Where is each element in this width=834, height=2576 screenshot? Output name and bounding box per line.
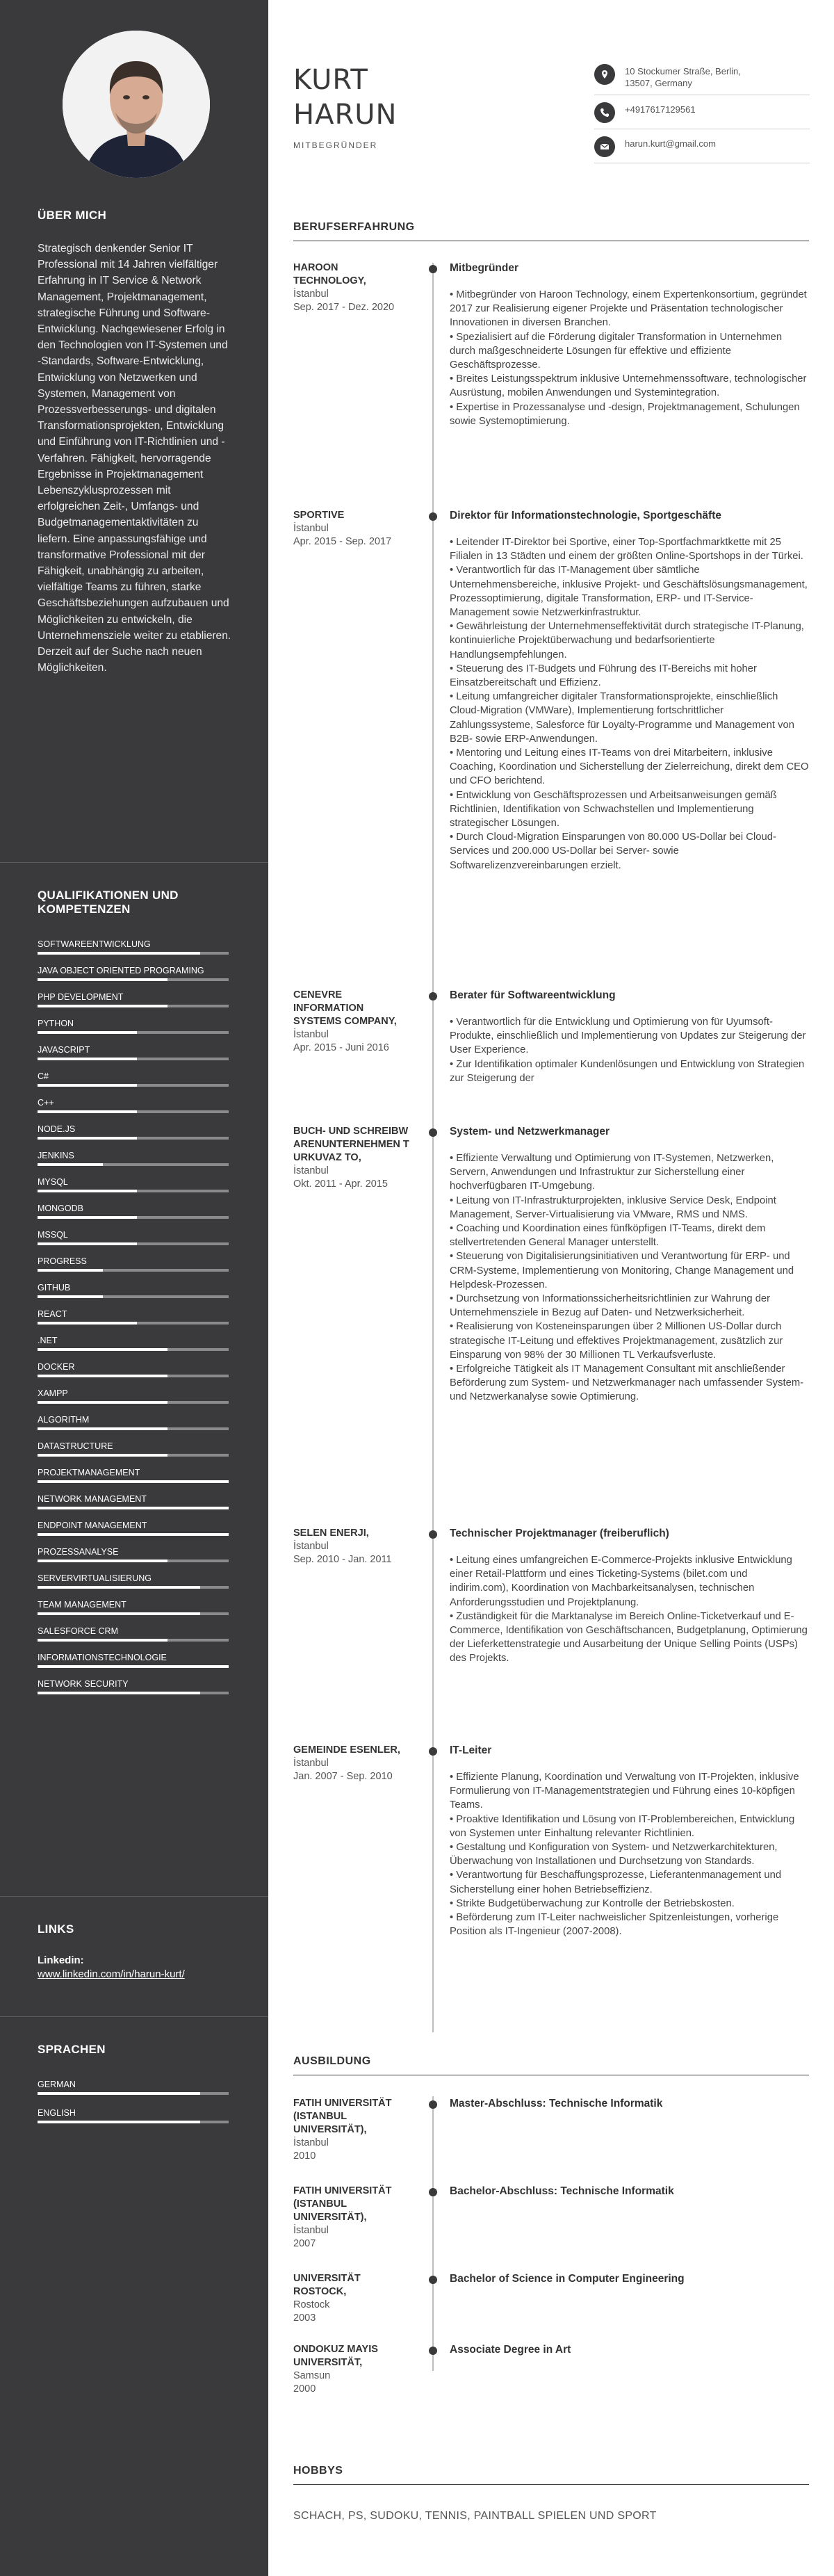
level-bar-fill (38, 1692, 200, 1694)
school-location: Samsun (293, 2370, 331, 2381)
level-bar-track (38, 1322, 229, 1325)
hobbies-heading: HOBBYS (293, 2465, 809, 2485)
job-dates: Apr. 2015 - Sep. 2017 (293, 536, 392, 547)
skill-name: TEAM MANAGEMENT (38, 1600, 126, 1610)
level-bar-track (38, 1084, 229, 1087)
level-bar-track (38, 1295, 229, 1298)
level-bar-fill (38, 1401, 167, 1404)
skill-item (38, 965, 232, 981)
level-bar-track (38, 2092, 229, 2095)
level-bar-track (38, 1692, 229, 1694)
level-bar-track (38, 1401, 229, 1404)
school-name: UNIVERSITÄT ROSTOCK, (293, 2273, 361, 2297)
timeline-dot (429, 512, 437, 521)
company-name: SELEN ENERJI, (293, 1528, 369, 1539)
skill-name: PROZESSANALYSE (38, 1547, 119, 1557)
level-bar-fill (38, 1480, 229, 1483)
level-bar-fill (38, 1031, 137, 1034)
level-bar-track (38, 1375, 229, 1377)
job-title: Berater für Softwareentwicklung (450, 989, 616, 1001)
phone-icon (594, 102, 615, 123)
level-bar-fill (38, 1084, 137, 1087)
skill-item (38, 1467, 232, 1483)
level-bar-track (38, 1058, 229, 1060)
phone-text[interactable]: +4917617129561 (625, 104, 696, 115)
level-bar-fill (38, 1110, 137, 1113)
level-bar-fill (38, 1507, 229, 1509)
job-bullet: • Spezialisiert auf die Förderung digitaler Transformation in Unternehmen durch maßgeschneiderte Lösungen für effektive und effiziente Geschäftsprozesse. (450, 331, 783, 371)
job-location: İstanbul (293, 1541, 329, 1552)
languages-list (38, 2079, 232, 2123)
skill-item (38, 1097, 232, 1113)
level-bar-track (38, 1480, 229, 1483)
job-bullet: • Leitung eines umfangreichen E-Commerce-Projekts inklusive Entwicklung einer Retail-Plattform und eines Ticketing-Systems (bilet.com und indirim.com), Koordination von Machbarkeitsanalysen, technischen Anforderungsstudien und Projektplanung. (450, 1555, 792, 1608)
job-bullets (450, 1770, 809, 1938)
school-name: ONDOKUZ MAYIS UNIVERSITÄT, (293, 2344, 378, 2368)
linkedin-label: Linkedin: (38, 1954, 84, 1966)
job-bullet: • Expertise in Prozessanalyse und -design, Projektmanagement, Schulungen sowie Systemoptimierung. (450, 401, 800, 427)
timeline-dot (429, 2347, 437, 2355)
skill-name: C# (38, 1071, 49, 1081)
skill-name: MONGODB (38, 1204, 83, 1213)
language-item (38, 2107, 232, 2123)
level-bar-track (38, 1665, 229, 1668)
timeline-dot (429, 2188, 437, 2196)
sidebar (0, 0, 268, 2576)
skill-name: SALESFORCE CRM (38, 1626, 118, 1636)
job-bullets (450, 1151, 809, 1404)
skill-name: NETWORK SECURITY (38, 1679, 129, 1689)
job-bullet: • Verantwortlich für die Entwicklung und Optimierung von für Uyumsoft-Produkte, einschließlich und Implementierung von Updates zur Steigerung der User Experience. (450, 1016, 806, 1056)
education-heading: AUSBILDUNG (293, 2055, 809, 2075)
job-bullet: • Leitung umfangreicher digitaler Transformationsprojekte, einschließlich Cloud-Migration (VMWare), Implementierung fortschrittlicher Zahlungssysteme, Salesforce für Loyalty-Programme und Management von B2B- sowie ERP-Anwendungen. (450, 691, 794, 745)
skill-name: ALGORITHM (38, 1415, 90, 1425)
job-dates: Apr. 2015 - Juni 2016 (293, 1042, 389, 1053)
level-bar-fill (38, 2092, 200, 2095)
languages-heading: SPRACHEN (38, 2043, 106, 2056)
job-bullet: • Zuständigkeit für die Marktanalyse im Bereich Online-Ticketverkauf und E-Commerce, Identifikation von Geschäftschancen, Budgetplanung, Optimierung der Lieferkettenstrategie und Ausarbeitung der Unique Selling Points (USPs) des Projekts. (450, 1610, 808, 1664)
skill-item (38, 1150, 232, 1166)
level-bar-track (38, 1137, 229, 1140)
job-bullet: • Erfolgreiche Tätigkeit als IT Management Consultant mit anschließender Beförderung zum System- und Netzwerkmanager nach umfassender System- und Netzwerkanalyse sowie Optimierung. (450, 1363, 804, 1403)
timeline-dot (429, 1530, 437, 1539)
job-bullets (450, 288, 809, 428)
level-bar-track (38, 1005, 229, 1007)
languages-section (38, 2043, 232, 2136)
job-location: İstanbul (293, 1165, 329, 1176)
graduation-year: 2007 (293, 2238, 316, 2249)
level-bar-track (38, 2121, 229, 2123)
level-bar-fill (38, 1190, 137, 1192)
skill-name: REACT (38, 1309, 67, 1319)
level-bar-fill (38, 1137, 137, 1140)
skill-name: PROGRESS (38, 1256, 87, 1266)
skill-name: XAMPP (38, 1388, 68, 1398)
school-location: İstanbul (293, 2137, 329, 2148)
company-name: SPORTIVE (293, 510, 345, 521)
skill-name: SOFTWAREENTWICKLUNG (38, 939, 151, 949)
level-bar-fill (38, 1005, 167, 1007)
contact-email (594, 136, 810, 163)
skills-list (38, 939, 232, 1694)
skill-item (38, 1599, 232, 1615)
school-location: İstanbul (293, 2225, 329, 2236)
email-text[interactable]: harun.kurt@gmail.com (625, 138, 716, 149)
job-bullet: • Entwicklung von Geschäftsprozessen und Arbeitsanweisungen gemäß Richtlinien, Identifikation von Schwachstellen und Implementierung strategischer Lösungen. (450, 789, 777, 829)
level-bar-fill (38, 1454, 167, 1457)
level-bar-fill (38, 1322, 137, 1325)
skill-name: GITHUB (38, 1283, 71, 1293)
job-bullet: • Effiziente Verwaltung und Optimierung von IT-Systemen, Netzwerken, Servern, Anwendungen und Infrastruktur zur Sicherstellung einer hochverfügbaren IT-Umgebung. (450, 1153, 774, 1192)
skill-name: MSSQL (38, 1230, 68, 1240)
job-bullets (450, 535, 809, 873)
skill-item (38, 1520, 232, 1536)
skill-name: C++ (38, 1098, 54, 1108)
level-bar-fill (38, 2121, 200, 2123)
level-bar-track (38, 1612, 229, 1615)
level-bar-track (38, 1269, 229, 1272)
degree-title: Associate Degree in Art (450, 2344, 571, 2356)
last-name: HARUN (293, 99, 398, 131)
skill-item (38, 1044, 232, 1060)
level-bar-track (38, 1586, 229, 1589)
job-bullet: • Effiziente Planung, Koordination und Verwaltung von IT-Projekten, inklusive Formulierung von IT-Managementstrategien und Führung eines 10-köpfigen Teams. (450, 1772, 799, 1811)
job-location: İstanbul (293, 1758, 329, 1769)
skill-name: DOCKER (38, 1362, 75, 1372)
skill-item (38, 1229, 232, 1245)
skill-item (38, 1176, 232, 1192)
level-bar-fill (38, 1533, 229, 1536)
job-dates: Sep. 2010 - Jan. 2011 (293, 1554, 392, 1565)
level-bar-fill (38, 1375, 167, 1377)
level-bar-fill (38, 1058, 137, 1060)
job-bullet: • Verantwortlich für das IT-Management über sämtliche Unternehmensbereiche, inklusive Projekt- und Geschäftslösungsmanagement, Prozessoptimierung, digitale Transformation, ERP- und IT-Service-Management sowie Netzwerkinfrastruktur. (450, 565, 808, 619)
school-location: Rostock (293, 2299, 330, 2310)
level-bar-track (38, 1639, 229, 1642)
level-bar-fill (38, 952, 200, 955)
job-bullet: • Steuerung des IT-Budgets und Führung des IT-Bereichs mit hoher Einsatzbereitschaft und Effizienz. (450, 663, 757, 689)
skill-item (38, 1546, 232, 1562)
level-bar-fill (38, 1612, 200, 1615)
level-bar-track (38, 1242, 229, 1245)
graduation-year: 2003 (293, 2312, 316, 2324)
job-title: Mitbegründer (450, 262, 519, 274)
level-bar-fill (38, 1216, 137, 1219)
links-section (38, 1922, 232, 1980)
job-bullet: • Leitung von IT-Infrastrukturprojekten, inklusive Service Desk, Endpoint Management, Server-Virtualisierung via VMware, RMS und NMS. (450, 1194, 776, 1220)
level-bar-fill (38, 1348, 167, 1351)
language-name: GERMAN (38, 2080, 76, 2089)
timeline-dot (429, 2100, 437, 2109)
education-timeline (432, 2096, 434, 2371)
about-text: Strategisch denkender Senior IT Professional mit 14 Jahren vielfältiger Erfahrung in IT Service & Network Management, Projektmanagement, strategische Führung und Software-Entwicklung. Nachgewiesener Erfolg in den Technologien von IT-Systemen und -Standards, Software-Entwicklung, Entwicklung von Netzwerken und Systemen, Management von Prozessverbesserungs- und digitalen Transformationsprojekten, Entwicklung und Einführung von IT-Richtlinien und -Verfahren. Fähigkeit, hervorragende Ergebnisse in Projektmanagement Lebenszyklusprozessen mit erfolgreichen Zeit-, Umfangs- und Budgetmanagementaktivitäten zu liefern. Eine anpassungsfähige und transformative Professional mit der Fähigkeit, unabhängig zu arbeiten, vielfältige Teams zu führen, starke Geschäftsbeziehungen aufzubauen und Möglichkeiten zu entwickeln, die Unternehmensziele weiter zu etablieren. Derzeit auf der Suche nach neuen Möglichkeiten. (38, 243, 231, 674)
skill-item (38, 1282, 232, 1298)
language-name: ENGLISH (38, 2108, 76, 2118)
skill-name: SERVERVIRTUALISIERUNG (38, 1573, 152, 1583)
level-bar-track (38, 1560, 229, 1562)
skill-name: .NET (38, 1336, 58, 1345)
skill-name: PYTHON (38, 1019, 74, 1028)
job-location: İstanbul (293, 523, 329, 534)
level-bar-track (38, 1110, 229, 1113)
skill-name: NETWORK MANAGEMENT (38, 1494, 147, 1504)
job-bullet: • Beförderung zum IT-Leiter nachweislicher Spitzenleistungen, vorherige Position als IT-Ingenieur (2007-2008). (450, 1912, 779, 1938)
level-bar-track (38, 1216, 229, 1219)
level-bar-track (38, 1507, 229, 1509)
school-name: FATIH UNIVERSITÄT (ISTANBUL UNIVERSITÄT), (293, 2185, 392, 2223)
timeline-dot (429, 1128, 437, 1137)
skill-item (38, 1203, 232, 1219)
timeline-dot (429, 1747, 437, 1756)
degree-title: Bachelor-Abschluss: Technische Informatik (450, 2185, 674, 2197)
skill-item (38, 1124, 232, 1140)
degree-title: Master-Abschluss: Technische Informatik (450, 2098, 663, 2109)
job-bullet: • Steuerung von Digitalisierungsinitiativen und Verantwortung für ERP- und CRM-Systeme, Implementierung von Monitoring, Change Management und Helpdesk-Prozessen. (450, 1251, 794, 1290)
timeline-dot (429, 2276, 437, 2284)
job-bullet: • Zur Identifikation optimaler Kundenlösungen und Entwicklung von Strategien zur Steigerung der (450, 1058, 805, 1084)
level-bar-track (38, 1190, 229, 1192)
company-name: GEMEINDE ESENLER, (293, 1744, 400, 1756)
job-bullet: • Verantwortung für Beschaffungsprozesse, Lieferantenmanagement und Sicherstellung einer hohen Betriebseffizienz. (450, 1870, 782, 1895)
degree-title: Bachelor of Science in Computer Engineering (450, 2273, 685, 2285)
skill-name: JAVA OBJECT ORIENTED PROGRAMING (38, 966, 204, 975)
skill-name: MYSQL (38, 1177, 68, 1187)
skill-name: PROJEKTMANAGEMENT (38, 1468, 140, 1477)
email-icon (594, 136, 615, 157)
level-bar-track (38, 952, 229, 955)
job-title: IT-Leiter (450, 1744, 492, 1756)
profile-photo (63, 31, 210, 178)
skill-item (38, 1414, 232, 1430)
job-bullet: • Gewährleistung der Unternehmenseffektivität durch strategische IT-Planung, kontinuierliche Projektüberwachung und bedarfsorientierte Handlungsempfehlungen. (450, 621, 804, 661)
full-name (293, 63, 397, 132)
skill-item (38, 1678, 232, 1694)
job-bullet: • Realisierung von Kosteneinsparungen über 2 Millionen US-Dollar durch strategische IT-Leitung und effektives Projektmanagement, zusätzlich zur Einsparung von 98% der 30 Millionen TL Verkaufsverluste. (450, 1321, 783, 1361)
sidebar-divider (0, 1896, 268, 1897)
job-bullet: • Mentoring und Leitung eines IT-Teams von drei Mitarbeitern, inklusive Coaching, Koordination und Sicherstellung der Zielerreichung, direkt dem CEO und CFO berichtend. (450, 747, 809, 787)
links-heading: LINKS (38, 1922, 74, 1936)
skills-section (38, 889, 232, 1705)
job-location: İstanbul (293, 289, 329, 300)
skill-name: JENKINS (38, 1151, 74, 1160)
skills-heading: QUALIFIKATIONEN UND KOMPETENZEN (38, 889, 179, 916)
skill-item (38, 991, 232, 1007)
job-title: System- und Netzwerkmanager (450, 1126, 610, 1137)
level-bar-fill (38, 978, 167, 981)
level-bar-fill (38, 1427, 167, 1430)
company-name: BUCH- UND SCHREIBWARENUNTERNEHMEN TURKUVAZ TO, (293, 1126, 409, 1163)
job-dates: Sep. 2017 - Dez. 2020 (293, 302, 395, 313)
level-bar-fill (38, 1586, 200, 1589)
skill-item (38, 1361, 232, 1377)
job-location: İstanbul (293, 1029, 329, 1040)
job-dates: Okt. 2011 - Apr. 2015 (293, 1178, 388, 1190)
graduation-year: 2010 (293, 2150, 316, 2162)
company-name: CENEVRE INFORMATION SYSTEMS COMPANY, (293, 989, 397, 1027)
level-bar-track (38, 1348, 229, 1351)
skill-name: INFORMATIONSTECHNOLOGIE (38, 1653, 167, 1662)
skill-item (38, 1256, 232, 1272)
job-bullet: • Leitender IT-Direktor bei Sportive, einer Top-Sportfachmarktkette mit 25 Filialen in 13 Städten und einem der größten Online-Sportshops in der Türkei. (450, 537, 803, 562)
skill-item (38, 1626, 232, 1642)
job-bullet: • Durch Cloud-Migration Einsparungen von 80.000 US-Dollar bei Cloud-Services und 200.000 US-Dollar bei Server- sowie Softwarelizenzvereinbarungen erzielt. (450, 832, 776, 871)
experience-timeline (432, 263, 434, 2032)
graduation-year: 2000 (293, 2383, 316, 2395)
skill-item (38, 1652, 232, 1668)
skill-item (38, 1493, 232, 1509)
skill-item (38, 1071, 232, 1087)
skill-item (38, 1335, 232, 1351)
level-bar-fill (38, 1665, 229, 1668)
skill-name: NODE.JS (38, 1124, 76, 1134)
skill-name: ENDPOINT MANAGEMENT (38, 1521, 147, 1530)
contact-address (594, 64, 810, 95)
job-bullet: • Strikte Budgetüberwachung zur Kontrolle der Betriebskosten. (450, 1897, 735, 1909)
job-dates: Jan. 2007 - Sep. 2010 (293, 1771, 393, 1782)
level-bar-track (38, 1427, 229, 1430)
level-bar-fill (38, 1560, 167, 1562)
job-bullets (450, 1553, 809, 1666)
timeline-dot (429, 265, 437, 273)
level-bar-fill (38, 1163, 103, 1166)
job-bullet: • Durchsetzung von Informationssicherheitsrichtlinien zur Wahrung der Unternehmensziele in Bezug auf Daten- und Netzwerksicherheit. (450, 1293, 771, 1319)
level-bar-track (38, 978, 229, 981)
about-section (38, 209, 232, 676)
language-item (38, 2079, 232, 2095)
skill-item (38, 1573, 232, 1589)
job-title: Direktor für Informationstechnologie, Sportgeschäfte (450, 510, 721, 521)
job-bullet: • Proaktive Identifikation und Lösung von IT-Problembereichen, Entwicklung von Systemen unter Einhaltung relevanter Richtlinien. (450, 1813, 795, 1839)
level-bar-track (38, 1031, 229, 1034)
job-bullet: • Breites Leistungsspektrum inklusive Unternehmenssoftware, technologischer Ausrüstung, mobilen Anwendungen und Systemintegration. (450, 373, 807, 399)
first-name: KURT (293, 64, 368, 96)
level-bar-track (38, 1163, 229, 1166)
job-title: Technischer Projektmanager (freiberuflich) (450, 1528, 669, 1539)
timeline-dot (429, 992, 437, 1001)
skill-item (38, 1441, 232, 1457)
school-name: FATIH UNIVERSITÄT (ISTANBUL UNIVERSITÄT), (293, 2098, 392, 2135)
skill-item (38, 1309, 232, 1325)
skill-name: JAVASCRIPT (38, 1045, 90, 1055)
sidebar-divider (0, 2016, 268, 2017)
address-text: 10 Stockumer Straße, Berlin, 13507, Germany (625, 66, 741, 88)
job-bullet: • Mitbegründer von Haroon Technology, einem Expertenkonsortium, gegründet 2017 zur Realisierung eigener Projekte und Präsentation technologischer Innovationen in diversen Branchen. (450, 289, 807, 329)
level-bar-fill (38, 1295, 103, 1298)
skill-item (38, 1018, 232, 1034)
skill-item (38, 939, 232, 955)
level-bar-fill (38, 1242, 137, 1245)
skill-name: PHP DEVELOPMENT (38, 992, 124, 1002)
level-bar-fill (38, 1269, 103, 1272)
job-bullet: • Coaching und Koordination eines fünfköpfigen IT-Teams, direkt dem stellvertretenden General Manager unterstellt. (450, 1223, 766, 1249)
job-bullet: • Gestaltung und Konfiguration von System- und Netzwerkarchitekturen, Überwachung von Installationen und Durchsetzung von Standards. (450, 1842, 778, 1868)
job-bullets (450, 1015, 809, 1085)
sidebar-divider (0, 862, 268, 863)
level-bar-track (38, 1454, 229, 1457)
hobbies-text: SCHACH, PS, SUDOKU, TENNIS, PAINTBALL SPIELEN UND SPORT (293, 2510, 657, 2522)
level-bar-track (38, 1533, 229, 1536)
company-name: HAROON TECHNOLOGY, (293, 262, 366, 286)
about-heading: ÜBER MICH (38, 209, 107, 222)
experience-heading: BERUFSERFAHRUNG (293, 221, 809, 241)
level-bar-fill (38, 1639, 167, 1642)
linkedin-link[interactable]: www.linkedin.com/in/harun-kurt/ (38, 1968, 185, 1980)
skill-item (38, 1388, 232, 1404)
role-title: MITBEGRÜNDER (293, 140, 378, 150)
contact-phone (594, 102, 810, 129)
location-pin-icon (594, 64, 615, 85)
skill-name: DATASTRUCTURE (38, 1441, 113, 1451)
contact-block (594, 64, 810, 170)
